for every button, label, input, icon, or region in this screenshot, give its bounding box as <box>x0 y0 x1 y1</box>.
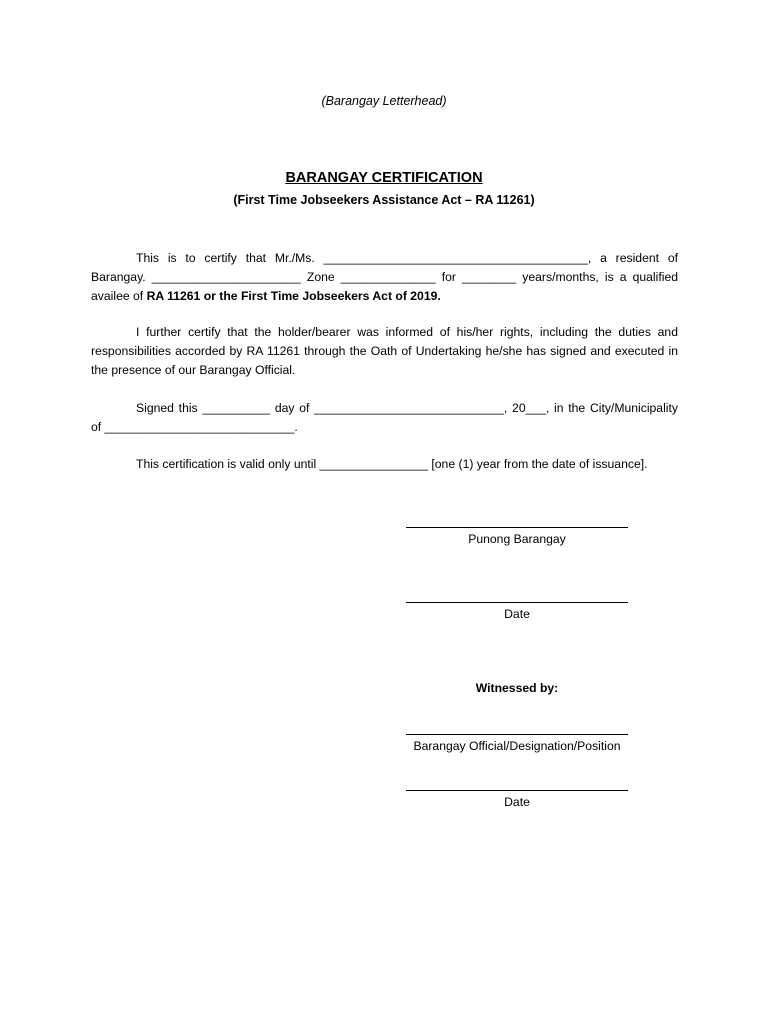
official-signature-line <box>406 734 628 735</box>
witnessed-by-label: Witnessed by: <box>475 681 559 695</box>
certification-paragraph <box>91 249 678 306</box>
official-label: Barangay Official/Designation/Position <box>413 739 621 753</box>
witness-date-signature-line <box>406 790 628 791</box>
letterhead-placeholder: (Barangay Letterhead) <box>321 94 447 108</box>
date-signature-line <box>406 602 628 603</box>
certification-text: This is to certify that Mr./Ms. _______________________________________, a resident of Barangay. ______________________ Zone ______________ for ________ years/months, is a qualified availee of <box>91 251 678 303</box>
punong-barangay-label: Punong Barangay <box>468 532 566 546</box>
date-label: Date <box>504 607 530 621</box>
witness-date-label: Date <box>504 795 530 809</box>
rights-paragraph: I further certify that the holder/bearer was informed of his/her rights, including the duties and responsibilities accorded by RA 11261 through the Oath of Undertaking he/she has signed and executed in the presence of our Barangay Official. <box>91 325 678 377</box>
validity-paragraph: This certification is valid only until ________________ [one (1) year from the date of issuance]. <box>136 457 648 471</box>
document-subtitle: (First Time Jobseekers Assistance Act – RA 11261) <box>233 193 535 207</box>
punong-barangay-signature-line <box>406 527 628 528</box>
act-reference: RA 11261 or the First Time Jobseekers Act of 2019. <box>146 289 441 303</box>
signed-paragraph: Signed this __________ day of ____________________________, 20___, in the City/Municipality of ____________________________. <box>91 401 678 434</box>
document-title: BARANGAY CERTIFICATION <box>285 170 483 186</box>
